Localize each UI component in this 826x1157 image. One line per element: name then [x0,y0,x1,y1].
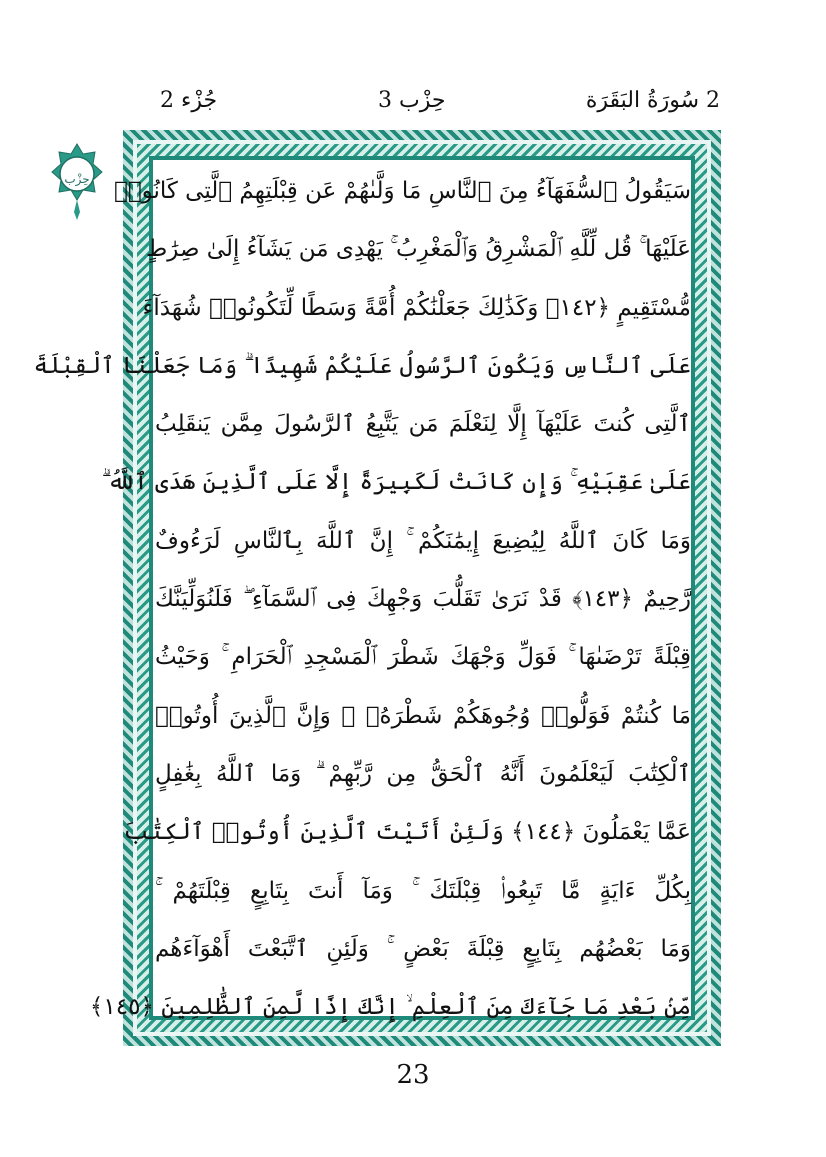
verse-line: سَيَقُولُ ٱلسُّفَهَآءُ مِنَ ٱلنَّاسِ مَا وَلَّىٰهُمْ عَن قِبْلَتِهِمُ ٱلَّتِى كَانُوا۟ [114,178,691,204]
verse-line: عَلَىٰ عَقِبَيْهِ ۚ وَإِن كَانَتْ لَكَبِيرَةً إِلَّا عَلَى ٱلَّذِينَ هَدَى ٱللَّهُ ۗ [101,469,691,496]
verse-line: مُّسْتَقِيمٍ ﴿١٤٢﴾ وَكَذَٰلِكَ جَعَلْنَٰكُمْ أُمَّةً وَسَطًا لِّتَكُونُوا۟ شُهَدَآءَ [142,294,691,321]
verse-line: بِكُلِّ ءَايَةٍ مَّا تَبِعُوا۟ قِبْلَتَكَ ۚ وَمَآ أَنتَ بِتَابِعٍ قِبْلَتَهُمْ ۚ [155,877,691,904]
verse-line: مِّنۢ بَعْدِ مَا جَآءَكَ مِنَ ٱلْعِلْمِ ۙ إِنَّكَ إِذًا لَّمِنَ ٱلظَّٰلِمِينَ ﴿١٤٥﴾ [89,994,691,1021]
verse-line: ٱلْكِتَٰبَ لَيَعْلَمُونَ أَنَّهُ ٱلْحَقُّ مِن رَّبِّهِمْ ۗ وَمَا ٱللَّهُ بِغَٰفِلٍ [155,760,691,787]
page-number: 23 [396,1060,430,1090]
verse-line: عَلَى ٱلنَّاسِ وَيَكُونَ ٱلرَّسُولُ عَلَيْكُمْ شَهِيدًا ۗ وَمَا جَعَلْنَا ٱلْقِبْلَةَ [33,352,691,379]
verse-line: رَّحِيمٌ ﴿١٤٣﴾ قَدْ نَرَىٰ تَقَلُّبَ وَجْهِكَ فِى ٱلسَّمَآءِ ۖ فَلَنُوَلِّيَنَّكَ [155,586,691,613]
verse-line: عَلَيْهَا ۚ قُل لِّلَّهِ ٱلْمَشْرِقُ وَٱلْمَغْرِبُ ۚ يَهْدِى مَن يَشَآءُ إِلَىٰ صِرَٰطٍ [145,236,691,263]
hizb-label: حِزْب 3 [378,88,446,113]
juz-label: جُزْء 2 [160,88,218,113]
page-header [120,88,720,124]
verse-line: عَمَّا يَعْمَلُونَ ﴿١٤٤﴾ وَلَئِنْ أَتَيْتَ ٱلَّذِينَ أُوتُوا۟ ٱلْكِتَٰبَ [123,819,691,846]
verse-line: وَمَا بَعْضُهُم بِتَابِعٍ قِبْلَةَ بَعْضٍ ۚ وَلَئِنِ ٱتَّبَعْتَ أَهْوَآءَهُم [155,935,691,962]
verse-line: قِبْلَةً تَرْضَىٰهَا ۚ فَوَلِّ وَجْهَكَ شَطْرَ ٱلْمَسْجِدِ ٱلْحَرَامِ ۚ وَحَيْثُ [155,644,691,671]
verse-line: ٱلَّتِى كُنتَ عَلَيْهَآ إِلَّا لِنَعْلَمَ مَن يَتَّبِعُ ٱلرَّسُولَ مِمَّن يَنقَلِبُ [155,411,691,438]
surah-title: 2 سُورَةُ البَقَرَة [585,88,720,113]
hizb-marker [50,142,104,222]
verse-line: وَمَا كَانَ ٱللَّهُ لِيُضِيعَ إِيمَٰنَكُمْ ۚ إِنَّ ٱللَّهَ بِٱلنَّاسِ لَرَءُوفٌ [155,527,691,554]
verse-line: مَا كُنتُمْ فَوَلُّوا۟ وُجُوهَكُمْ شَطْرَهُۥ ۗ وَإِنَّ ٱلَّذِينَ أُوتُوا۟ [155,702,691,729]
hizb-marker-label: حِزْب [64,172,90,186]
